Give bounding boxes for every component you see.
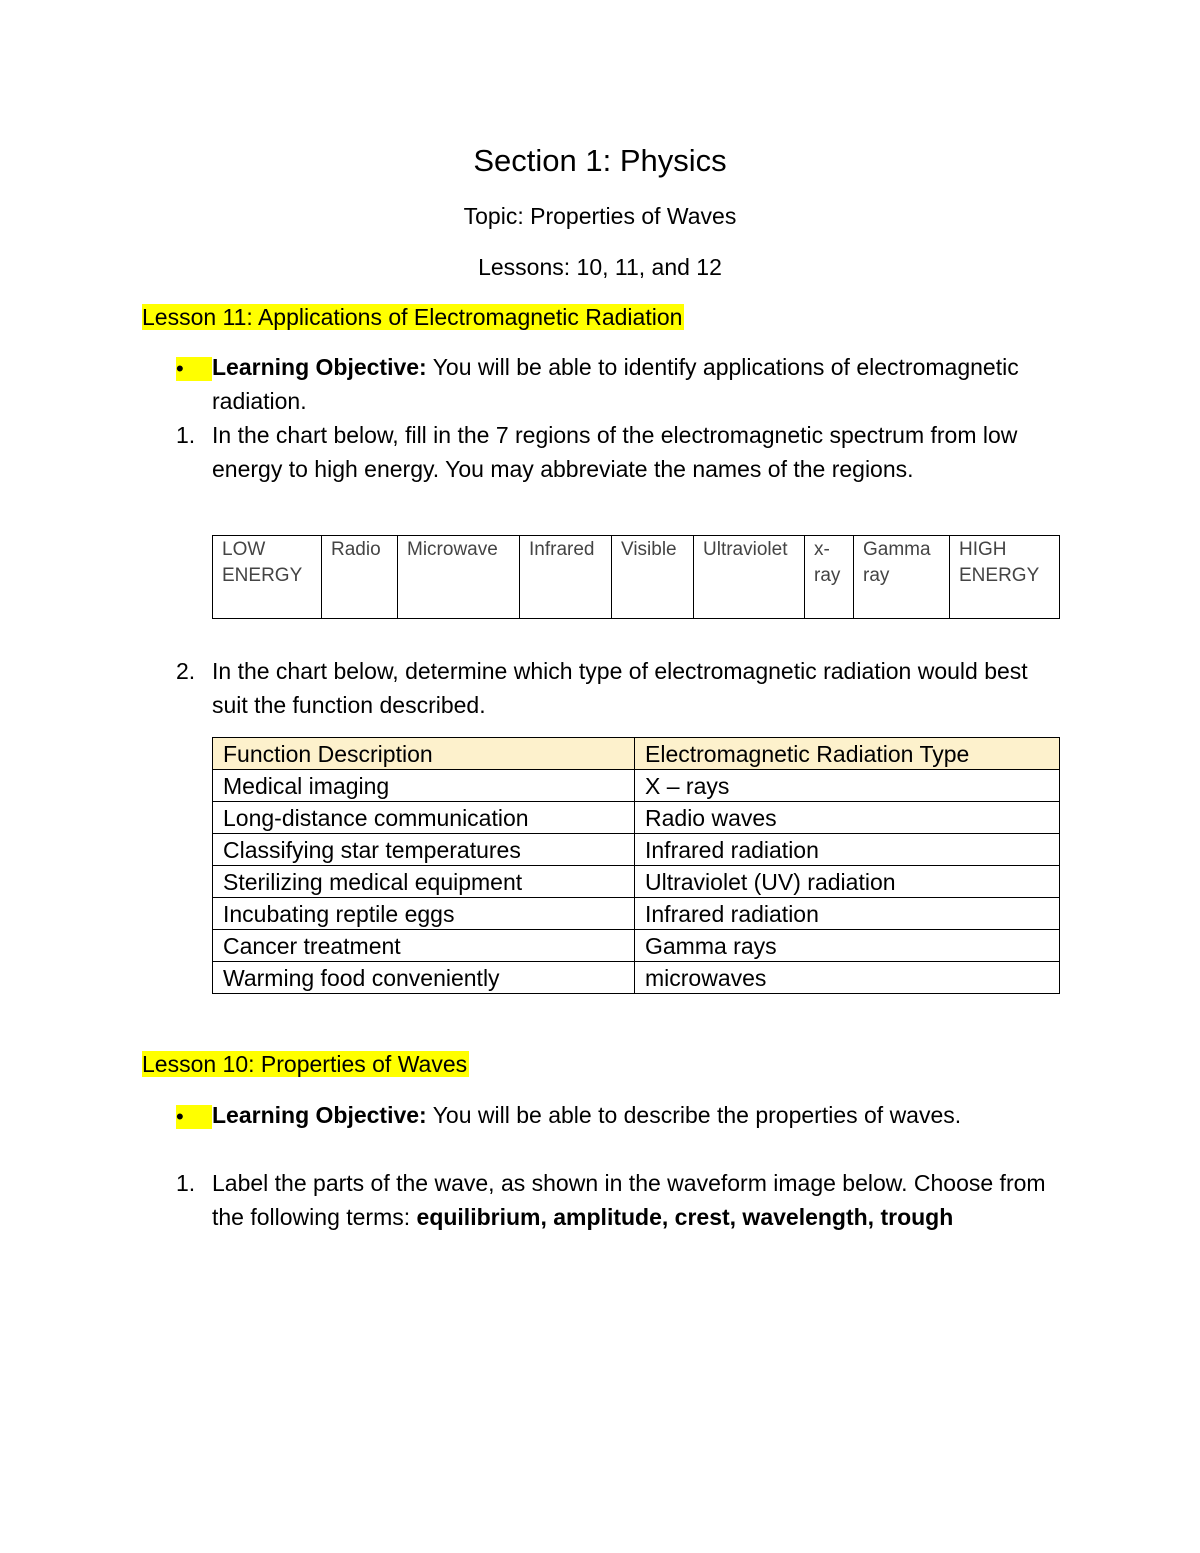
table-row xyxy=(213,866,1060,898)
table-row xyxy=(213,770,1060,802)
spectrum-cell-high-energy: HIGH ENERGY xyxy=(950,536,1060,619)
function-table xyxy=(212,737,1060,994)
table-row xyxy=(213,802,1060,834)
table-row xyxy=(213,834,1060,866)
wave-terms: equilibrium, amplitude, crest, wavelength, trough xyxy=(416,1204,954,1230)
objective-label: Learning Objective: xyxy=(212,354,427,380)
question-1-text: In the chart below, fill in the 7 regions of the electromagnetic spectrum from low energy to high energy. You may abbreviate the names of the regions. xyxy=(212,422,1018,482)
function-cell: Sterilizing medical equipment xyxy=(213,866,635,898)
radiation-cell: Ultraviolet (UV) radiation xyxy=(635,866,1060,898)
spectrum-cell-ultraviolet: Ultraviolet xyxy=(694,536,805,619)
spectrum-cell-infrared: Infrared xyxy=(520,536,612,619)
objective-label: Learning Objective: xyxy=(212,1102,427,1128)
table-row xyxy=(213,930,1060,962)
page-title: Section 1: Physics xyxy=(473,143,727,178)
question-number: 1. xyxy=(176,422,196,448)
bullet-icon: • xyxy=(176,1104,184,1129)
topic-line: Topic: Properties of Waves xyxy=(463,203,737,229)
spectrum-cell-radio: Radio xyxy=(322,536,398,619)
spectrum-table xyxy=(212,535,1060,619)
radiation-cell: microwaves xyxy=(635,962,1060,994)
spectrum-cell-low-energy: LOW ENERGY xyxy=(213,536,322,619)
radiation-cell: Gamma rays xyxy=(635,930,1060,962)
lesson-11-heading-text: Lesson 11: Applications of Electromagnetic Radiation xyxy=(142,304,683,330)
radiation-cell: Infrared radiation xyxy=(635,834,1060,866)
lesson-10-objective xyxy=(212,1098,1042,1132)
spectrum-row xyxy=(213,536,1060,619)
header-radiation-type: Electromagnetic Radiation Type xyxy=(635,738,1060,770)
lesson-10-heading-text: Lesson 10: Properties of Waves xyxy=(142,1051,468,1077)
radiation-cell: Radio waves xyxy=(635,802,1060,834)
table-row xyxy=(213,898,1060,930)
question-number: 1. xyxy=(176,1170,196,1196)
spectrum-cell-microwave: Microwave xyxy=(398,536,520,619)
function-table-header-row xyxy=(213,738,1060,770)
table-row xyxy=(213,962,1060,994)
function-cell: Classifying star temperatures xyxy=(213,834,635,866)
objective-text: You will be able to describe the properties of waves. xyxy=(426,1102,962,1128)
function-cell: Warming food conveniently xyxy=(213,962,635,994)
radiation-cell: X – rays xyxy=(635,770,1060,802)
radiation-cell: Infrared radiation xyxy=(635,898,1060,930)
question-text: Label the parts of the wave, as shown in the waveform image below. Choose from the following terms: xyxy=(212,1170,1046,1230)
lesson-10-heading xyxy=(142,1050,469,1078)
spectrum-cell-x-ray: x-ray xyxy=(805,536,854,619)
function-cell: Cancer treatment xyxy=(213,930,635,962)
lessons-line: Lessons: 10, 11, and 12 xyxy=(478,254,722,280)
question-number: 2. xyxy=(176,658,196,684)
objective-text: You will be able to identify applications of electromagnetic radiation. xyxy=(212,354,1019,414)
question-2-text: In the chart below, determine which type of electromagnetic radiation would best suit the function described. xyxy=(212,658,1028,718)
function-cell: Long-distance communication xyxy=(213,802,635,834)
spectrum-cell-gamma-ray: Gamma ray xyxy=(854,536,950,619)
bullet-highlight xyxy=(176,357,212,381)
lesson-11-heading xyxy=(142,303,684,331)
function-cell: Medical imaging xyxy=(213,770,635,802)
lesson-10-question-1 xyxy=(212,1166,1062,1234)
header-function-description: Function Description xyxy=(213,738,635,770)
bullet-icon: • xyxy=(176,356,184,381)
bullet-highlight xyxy=(176,1105,212,1129)
lesson-11-objective xyxy=(212,350,1092,418)
spectrum-cell-visible: Visible xyxy=(612,536,694,619)
function-cell: Incubating reptile eggs xyxy=(213,898,635,930)
